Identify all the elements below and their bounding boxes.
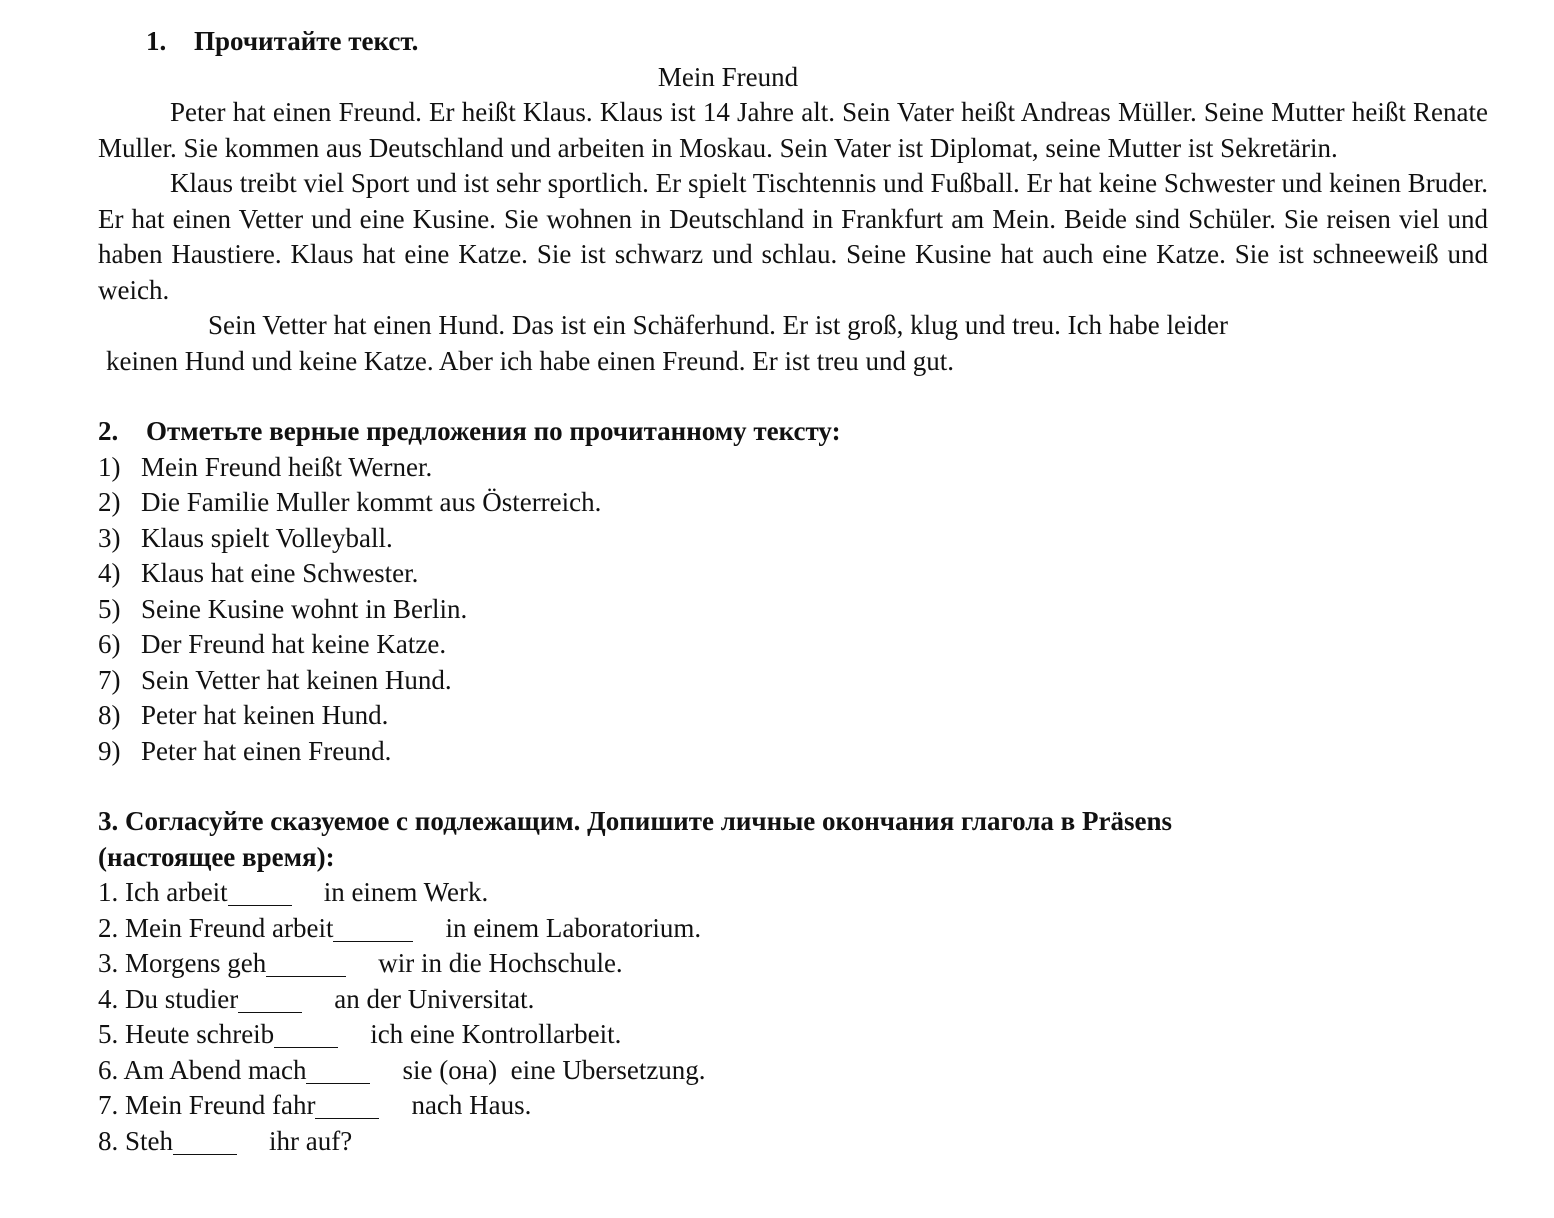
- statement-item: [98, 663, 1488, 699]
- story-title: Mein Freund: [657, 61, 799, 92]
- worksheet: [98, 24, 1488, 1159]
- statement-number: 7): [98, 664, 121, 695]
- exercise-stem: 1. Ich arbeit: [98, 877, 228, 907]
- exercise-rest: sie (она) eine Ubersetzung.: [402, 1054, 706, 1085]
- exercise-rest: in einem Werk.: [323, 877, 489, 907]
- statement-number: 4): [98, 558, 121, 588]
- statement-text: Mein Freund heißt Werner.: [141, 451, 433, 482]
- statement-text: Klaus spielt Volleyball.: [141, 522, 393, 553]
- exercise-list: [98, 875, 1488, 1159]
- section-3-heading-line-2: (настоящее время):: [98, 841, 335, 872]
- statement-text: Sein Vetter hat keinen Hund.: [141, 664, 452, 695]
- exercise-stem: 6. Am Abend mach: [98, 1054, 307, 1085]
- exercise-stem: 4. Du studier: [98, 983, 239, 1014]
- answer-blank[interactable]: [266, 946, 346, 977]
- story-paragraph-2: Klaus treibt viel Sport und ist sehr sportlich. Er spielt Tischtennis und Fußball. Er hat keine Schwester und keinen Bruder. Er hat einen Vetter und eine Kusine. Sie wohnen in Deutschland in Frankfurt am Mein. Beide sind Schüler. Sie reisen viel und haben Haustiere. Klaus hat eine Katze. Sie ist schwarz und schlau. Seine Kusine hat auch eine Katze. Sie ist schneeweiß und weich.: [98, 168, 1488, 305]
- section-3-heading-line-1: 3. Согласуйте сказуемое с подлежащим. Допишите личные окончания глагола в Präsens: [98, 806, 1172, 836]
- exercise-rest: ihr auf?: [269, 1125, 353, 1156]
- exercise-rest: an der Universitat.: [334, 983, 535, 1014]
- statement-item: [98, 521, 1488, 557]
- statement-item: [98, 627, 1488, 663]
- statement-number: 1): [98, 451, 121, 482]
- exercise-stem: 7. Mein Freund fahr: [98, 1090, 316, 1120]
- answer-blank[interactable]: [306, 1053, 370, 1084]
- answer-blank[interactable]: [173, 1124, 237, 1155]
- answer-blank[interactable]: [228, 875, 292, 906]
- section-1-heading: [146, 24, 1488, 60]
- section-1-number: 1.: [146, 26, 167, 56]
- statement-number: 3): [98, 522, 121, 553]
- statement-number: 9): [98, 735, 121, 766]
- exercise-item: [98, 911, 1488, 947]
- story-paragraph-3-line-2: keinen Hund und keine Katze. Aber ich habe einen Freund. Er ist treu und gut.: [106, 345, 955, 376]
- exercise-item: [98, 1053, 1488, 1089]
- statement-text: Seine Kusine wohnt in Berlin.: [141, 593, 468, 624]
- statement-item: [98, 698, 1488, 734]
- statement-text: Der Freund hat keine Katze.: [141, 629, 447, 659]
- answer-blank[interactable]: [333, 911, 413, 942]
- statement-item: [98, 485, 1488, 521]
- exercise-item: [98, 1017, 1488, 1053]
- statement-item: [98, 734, 1488, 770]
- section-2-heading: [98, 414, 1488, 450]
- statement-text: Die Familie Muller kommt aus Österreich.: [141, 487, 602, 517]
- exercise-item: [98, 946, 1488, 982]
- statement-number: 2): [98, 487, 121, 517]
- answer-blank[interactable]: [315, 1088, 379, 1119]
- exercise-stem: 8. Steh: [98, 1125, 174, 1156]
- section-2-number: 2.: [98, 416, 119, 446]
- section-1-title: Прочитайте текст.: [194, 26, 419, 56]
- statement-text: Peter hat keinen Hund.: [141, 700, 389, 730]
- exercise-item: [98, 1124, 1488, 1160]
- statement-number: 6): [98, 629, 121, 659]
- story-paragraph-3: [98, 308, 1488, 379]
- answer-blank[interactable]: [238, 982, 302, 1013]
- section-2-title: Отметьте верные предложения по прочитанному тексту:: [146, 416, 841, 446]
- statement-item: [98, 592, 1488, 628]
- story-paragraph-3-line-1: Sein Vetter hat einen Hund. Das ist ein Schäferhund. Er ist groß, klug und treu. Ich habe leider: [208, 310, 1228, 340]
- statement-list: [98, 450, 1488, 770]
- statement-item: [98, 450, 1488, 486]
- statement-item: [98, 556, 1488, 592]
- story-paragraph-1: Peter hat einen Freund. Er heißt Klaus. Klaus ist 14 Jahre alt. Sein Vater heißt Andreas Müller. Seine Mutter heißt Renate Muller. Sie kommen aus Deutschland und arbeiten in Moskau. Sein Vater ist Diplomat, seine Mutter ist Sekretärin.: [98, 97, 1488, 163]
- exercise-stem: 2. Mein Freund arbeit: [98, 912, 334, 943]
- statement-number: 5): [98, 593, 121, 624]
- exercise-item: [98, 1088, 1488, 1124]
- exercise-rest: in einem Laboratorium.: [445, 912, 702, 943]
- exercise-rest: nach Haus.: [411, 1090, 532, 1120]
- statement-number: 8): [98, 700, 121, 730]
- statement-text: Peter hat einen Freund.: [141, 735, 392, 766]
- exercise-stem: 5. Heute schreib: [98, 1019, 275, 1049]
- statement-text: Klaus hat eine Schwester.: [141, 558, 419, 588]
- exercise-rest: ich eine Kontrollarbeit.: [370, 1019, 622, 1049]
- answer-blank[interactable]: [274, 1017, 338, 1048]
- exercise-item: [98, 982, 1488, 1018]
- section-3-heading: [98, 804, 1488, 875]
- exercise-item: [98, 875, 1488, 911]
- exercise-stem: 3. Morgens geh: [98, 948, 267, 978]
- exercise-rest: wir in die Hochschule.: [378, 948, 623, 978]
